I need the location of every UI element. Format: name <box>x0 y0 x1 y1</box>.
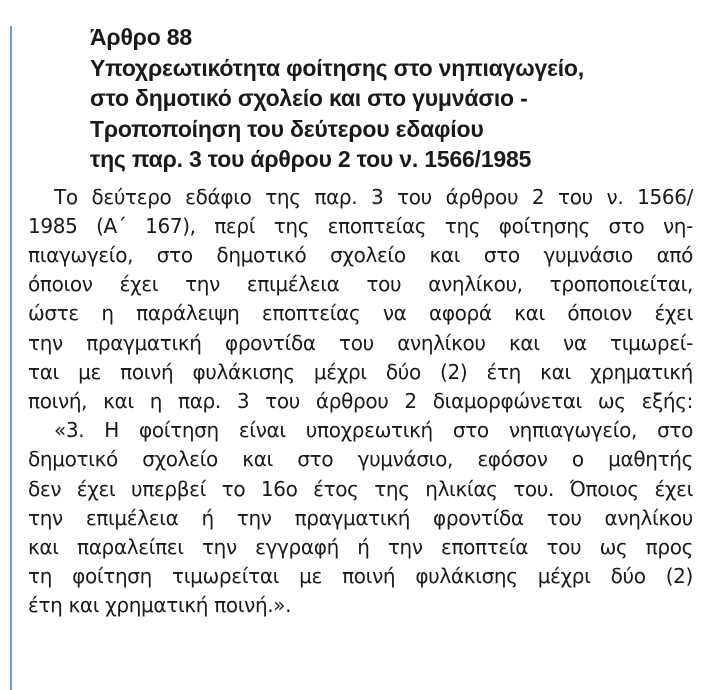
body-line: ώστε η παράλειψη εποπτείας να αφορά και όποιον έχει <box>28 301 693 326</box>
article-heading <box>90 22 693 175</box>
body-line: όποιον έχει την επιμέλεια του ανηλίκου, τροποποιείται, <box>28 272 693 297</box>
article-title-line-2: στο δημοτικό σχολείο και στο γυμνάσιο - <box>90 85 528 111</box>
body-line: ται με ποινή φυλάκισης μέχρι δύο (2) έτη και χρηματική <box>28 359 693 384</box>
article-body <box>28 183 693 621</box>
quoted-line: τη φοίτηση τιμωρείται με ποινή φυλάκισης μέχρι δύο (2) <box>28 564 693 589</box>
quoted-line: «3. Η φοίτηση είναι υποχρεωτική στο νηπιαγωγείο, στο <box>54 418 693 443</box>
article-title-line-1: Υποχρεωτικότητα φοίτησης στο νηπιαγωγείο, <box>90 54 584 81</box>
margin-rule <box>10 26 12 690</box>
article-88 <box>28 22 693 621</box>
article-number: Άρθρο 88 <box>90 24 192 50</box>
quoted-line: και παραλείπει την εγγραφή ή την εποπτεία του ως προς <box>28 534 693 559</box>
body-line: πιαγωγείο, στο δημοτικό σχολείο και στο γυμνάσιο από <box>28 242 693 267</box>
article-title-line-4: της παρ. 3 του άρθρου 2 του ν. 1566/1985 <box>90 146 532 172</box>
body-line: Το δεύτερο εδάφιο της παρ. 3 του άρθρου 2 του ν. 1566/ <box>54 184 693 209</box>
body-line: ποινή, και η παρ. 3 του άρθρου 2 διαμορφώνεται ως εξής: <box>28 388 693 413</box>
body-line: 1985 (Α΄ 167), περί της εποπτείας της φοίτησης στο νη- <box>28 213 693 238</box>
quoted-line: δημοτικό σχολείο και στο γυμνάσιο, εφόσον ο μαθητής <box>28 447 693 472</box>
article-title-line-3: Τροποποίηση του δεύτερου εδαφίου <box>90 115 484 142</box>
quoted-line: έτη και χρηματική ποινή.». <box>28 593 292 618</box>
quoted-line: δεν έχει υπερβεί το 16ο έτος της ηλικίας του. Όποιος έχει <box>28 476 693 501</box>
quoted-line: την επιμέλεια ή την πραγματική φροντίδα του ανηλίκου <box>28 505 693 530</box>
body-line: την πραγματική φροντίδα του ανηλίκου και να τιμωρεί- <box>28 330 693 355</box>
